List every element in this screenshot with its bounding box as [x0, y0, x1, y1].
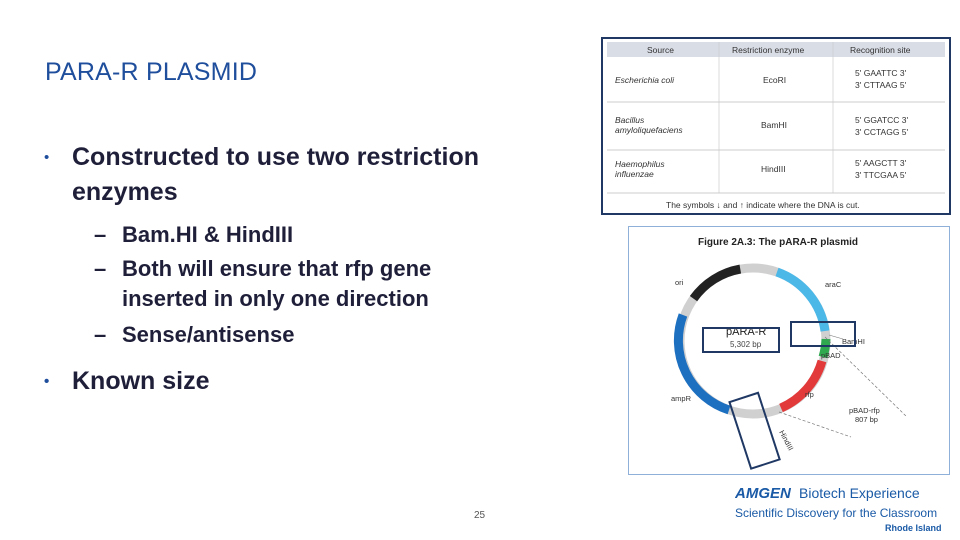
- sub-bullet-text-line-2: inserted in only one direction: [122, 286, 429, 311]
- sub-bullet-text: Sense/antisense: [122, 322, 295, 347]
- logo-region: Rhode Island: [885, 523, 942, 533]
- amgen-logo: [735, 483, 945, 535]
- label-rfp: rfp: [805, 390, 814, 399]
- bullet-text-line-2: enzymes: [72, 178, 178, 206]
- label-hindiii: HindIII: [777, 428, 796, 453]
- label-bamhi: BamHI: [842, 337, 865, 346]
- plasmid-size: 5,302 bp: [730, 340, 762, 349]
- page-number: 25: [474, 510, 486, 521]
- callout-line-lower: [779, 412, 851, 437]
- amgen-logo-graphic: [735, 483, 945, 535]
- sub-bullet-dash: –: [94, 322, 107, 347]
- enzyme-table-graphic: [603, 39, 949, 213]
- label-pbad: pBAD: [821, 351, 841, 360]
- ori-segment: [694, 269, 741, 299]
- table-header-source: Source: [647, 45, 674, 55]
- bullet-dot: •: [44, 149, 50, 166]
- bullet-text: [72, 140, 572, 210]
- bamhi-tick: [829, 335, 843, 339]
- logo-brand: AMGEN: [735, 485, 791, 502]
- sub-bullet-text: Bam.HI & HindIII: [122, 222, 294, 247]
- label-pbad-rfp-size: 807 bp: [855, 415, 878, 424]
- plasmid-map-graphic: [629, 227, 949, 474]
- bullet-text: Known size: [72, 367, 210, 395]
- slide-title: PARA-R PLASMID: [45, 58, 258, 86]
- callout-line-upper: [825, 337, 907, 417]
- table-header-site: Recognition site: [850, 45, 911, 55]
- table-source-2: Bacillus: [615, 115, 645, 125]
- logo-tagline: Scientific Discovery for the Classroom: [735, 506, 938, 520]
- plasmid-name: pARA-R: [726, 326, 767, 338]
- label-pbad-rfp: pBAD-rfp: [849, 406, 880, 415]
- table-enzyme-3: HindIII: [761, 164, 786, 174]
- table-source-3: Haemophilus: [615, 159, 665, 169]
- plasmid-figure-title: Figure 2A.3: The pARA-R plasmid: [698, 237, 859, 248]
- table-header-enzyme: Restriction enzyme: [732, 45, 805, 55]
- label-arac: araC: [825, 280, 842, 289]
- table-site-3b: 3' TTCGAA 5': [855, 170, 907, 180]
- table-source-3b: influenzae: [615, 169, 654, 179]
- table-site-3a: 5' AAGCTT 3': [855, 158, 907, 168]
- label-ampr: ampR: [671, 394, 692, 403]
- bullet-text-line-1: Constructed to use two restriction: [72, 143, 479, 171]
- highlight-box-hindiii: [729, 393, 779, 469]
- table-source-1: Escherichia coli: [615, 75, 675, 85]
- table-site-1a: 5' GAATTC 3': [855, 68, 907, 78]
- table-source-2b: amyloliquefaciens: [615, 125, 683, 135]
- label-ori: ori: [675, 278, 684, 287]
- table-enzyme-2: BamHI: [761, 120, 787, 130]
- table-site-2b: 3' CCTAGG 5': [855, 127, 909, 137]
- table-enzyme-1: EcoRI: [763, 75, 787, 85]
- sub-bullet-text: [122, 254, 532, 314]
- sub-bullet-text-line-1: Both will ensure that rfp gene: [122, 256, 432, 281]
- table-site-1b: 3' CTTAAG 5': [855, 80, 907, 90]
- restriction-enzyme-table: [601, 37, 951, 215]
- sub-bullet-dash: –: [94, 256, 107, 281]
- logo-brand-suffix: Biotech Experience: [799, 485, 920, 501]
- bullet-dot: •: [44, 373, 50, 390]
- plasmid-figure: [628, 226, 950, 475]
- sub-bullet-dash: –: [94, 222, 107, 247]
- table-footnote: The symbols ↓ and ↑ indicate where the DNA is cut.: [666, 200, 860, 210]
- table-site-2a: 5' GGATCC 3': [855, 115, 909, 125]
